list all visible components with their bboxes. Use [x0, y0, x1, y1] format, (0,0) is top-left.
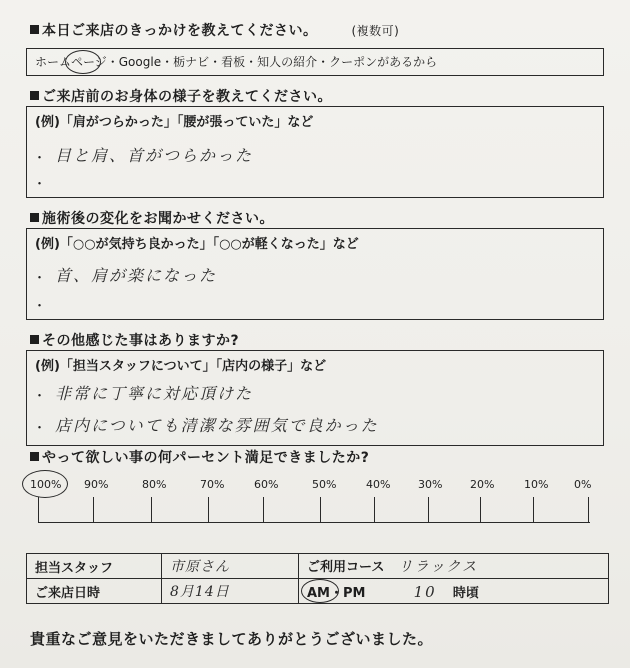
- other-title: その他感じた事はありますか?: [30, 330, 239, 350]
- other-example: (例)「担当スタッフについて」「店内の様子」など: [35, 359, 327, 374]
- scale-label: 30%: [418, 478, 443, 491]
- date-value: [162, 579, 299, 604]
- dot-bullet-icon: ・: [33, 177, 47, 192]
- circle-mark-icon: [22, 470, 68, 498]
- course-label: ご利用コース: [307, 560, 385, 575]
- scale-label: 100%: [30, 478, 62, 491]
- time-suffix: 時頃: [452, 585, 479, 601]
- scale-tick: [428, 497, 429, 522]
- satisfaction-title: やって欲しい事の何パーセント満足できましたか?: [30, 447, 369, 467]
- before-example: (例)「肩がつらかった」「腰が張っていた」など: [35, 115, 314, 130]
- square-bullet-icon: [30, 25, 39, 34]
- handwritten-staff: 市原さん: [170, 559, 230, 575]
- dot-bullet-icon: ・: [33, 299, 47, 314]
- scale-tick: [374, 497, 375, 522]
- scale-tick: [320, 497, 321, 522]
- table-row: [27, 554, 609, 579]
- square-bullet-icon: [30, 213, 39, 222]
- scale-label: 20%: [470, 478, 495, 491]
- handwritten-answer: 目と肩、首がつらかった: [55, 146, 254, 165]
- answer-line: [33, 263, 597, 285]
- answer-line: [33, 143, 597, 165]
- scale-baseline: [38, 522, 590, 523]
- visit-reason-box: [26, 48, 604, 76]
- scale-tick: [208, 497, 209, 522]
- scale-label: 70%: [200, 478, 225, 491]
- square-bullet-icon: [30, 452, 39, 461]
- date-label: ご来店日時: [27, 579, 162, 604]
- answer-line: [33, 291, 597, 313]
- thank-you-message: 貴重なご意見をいただきましてありがとうございました。: [30, 630, 434, 648]
- visit-reason-options: ホームページ・Google・栃ナビ・看板・知人の紹介・クーポンがあるから: [35, 55, 438, 69]
- scale-tick: [480, 497, 481, 522]
- visit-reason-title: 本日ご来店のきっかけを教えてください。 (複数可): [30, 20, 399, 40]
- visit-info-table: [26, 553, 609, 604]
- handwritten-time: 10: [413, 582, 437, 601]
- time-cell: [299, 579, 609, 604]
- answer-line: [33, 381, 597, 403]
- satisfaction-scale-labels: [28, 476, 608, 496]
- scale-label: 0%: [574, 478, 592, 491]
- scale-tick: [263, 497, 264, 522]
- after-box: [26, 228, 604, 320]
- scale-label: 40%: [366, 478, 391, 491]
- after-title: 施術後の変化をお聞かせください。: [30, 208, 274, 228]
- scale-label: 50%: [312, 478, 337, 491]
- scale-tick: [588, 497, 589, 522]
- other-box: [26, 350, 604, 446]
- before-title: ご来店前のお身体の様子を教えてください。: [30, 86, 332, 106]
- square-bullet-icon: [30, 91, 39, 100]
- dot-bullet-icon: ・: [33, 389, 47, 404]
- course-cell: [299, 554, 609, 579]
- scale-tick: [533, 497, 534, 522]
- before-box: [26, 106, 604, 198]
- scale-label: 80%: [142, 478, 167, 491]
- handwritten-course: リラックス: [398, 559, 479, 575]
- handwritten-date: 8月14日: [170, 584, 230, 600]
- ampm-options: AM・PM: [307, 585, 366, 601]
- after-example: (例)「○○が気持ち良かった」「○○が軽くなった」など: [35, 237, 359, 252]
- answer-line: [33, 169, 597, 191]
- handwritten-answer: 店内についても清潔な雰囲気で良かった: [55, 416, 379, 435]
- handwritten-answer: 首、肩が楽になった: [55, 266, 218, 285]
- scale-label: 90%: [84, 478, 109, 491]
- visit-reason-note: (複数可): [351, 24, 400, 38]
- table-row: [27, 579, 609, 604]
- dot-bullet-icon: ・: [33, 271, 47, 286]
- circle-mark-icon: [65, 50, 101, 74]
- staff-value: [162, 554, 299, 579]
- scale-tick: [151, 497, 152, 522]
- dot-bullet-icon: ・: [33, 421, 47, 436]
- answer-line: [33, 413, 597, 435]
- scale-label: 60%: [254, 478, 279, 491]
- circle-mark-icon: [301, 579, 339, 603]
- scale-tick: [38, 497, 39, 522]
- staff-label: 担当スタッフ: [27, 554, 162, 579]
- scale-label: 10%: [524, 478, 549, 491]
- handwritten-answer: 非常に丁寧に対応頂けた: [55, 384, 254, 403]
- square-bullet-icon: [30, 335, 39, 344]
- dot-bullet-icon: ・: [33, 151, 47, 166]
- scale-tick: [93, 497, 94, 522]
